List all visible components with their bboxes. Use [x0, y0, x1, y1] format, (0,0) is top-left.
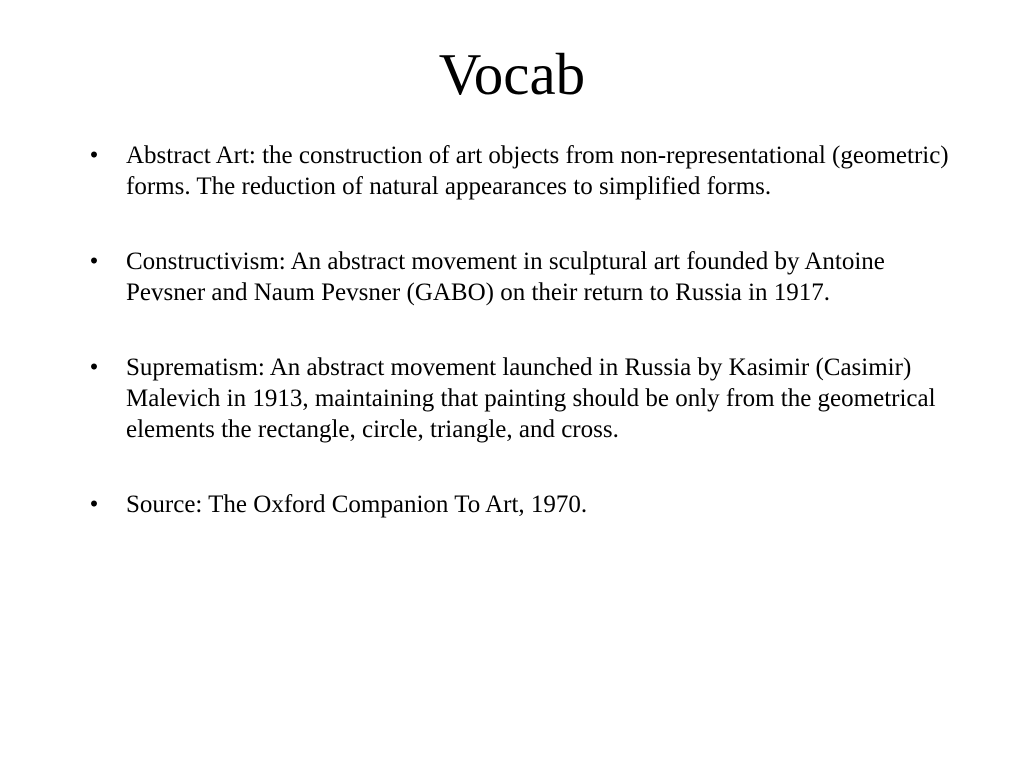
- bullet-icon: •: [89, 248, 99, 275]
- bullet-text: Abstract Art: the construction of art objects from non-representational (geometric) forms. The reduction of natural appearances to simplified forms.: [126, 142, 949, 200]
- bullet-icon: •: [89, 354, 99, 381]
- bullet-icon: •: [89, 142, 99, 169]
- bullet-item-source: [84, 489, 954, 520]
- bullet-icon: •: [89, 491, 99, 518]
- bullet-text: Suprematism: An abstract movement launched in Russia by Kasimir (Casimir) Malevich in 1913, maintaining that painting should be only from the geometrical elements the rectangle, circle, triangle, and cross.: [126, 354, 936, 443]
- slide-title: Vocab: [438, 41, 586, 107]
- bullet-list: [84, 140, 954, 520]
- bullet-item-suprematism: [84, 352, 954, 445]
- bullet-text: Constructivism: An abstract movement in sculptural art founded by Antoine Pevsner and Naum Pevsner (GABO) on their return to Russia in 1917.: [126, 248, 885, 306]
- bullet-item-constructivism: [84, 246, 954, 308]
- bullet-text: Source: The Oxford Companion To Art, 1970.: [126, 491, 588, 518]
- bullet-item-abstract-art: [84, 140, 954, 202]
